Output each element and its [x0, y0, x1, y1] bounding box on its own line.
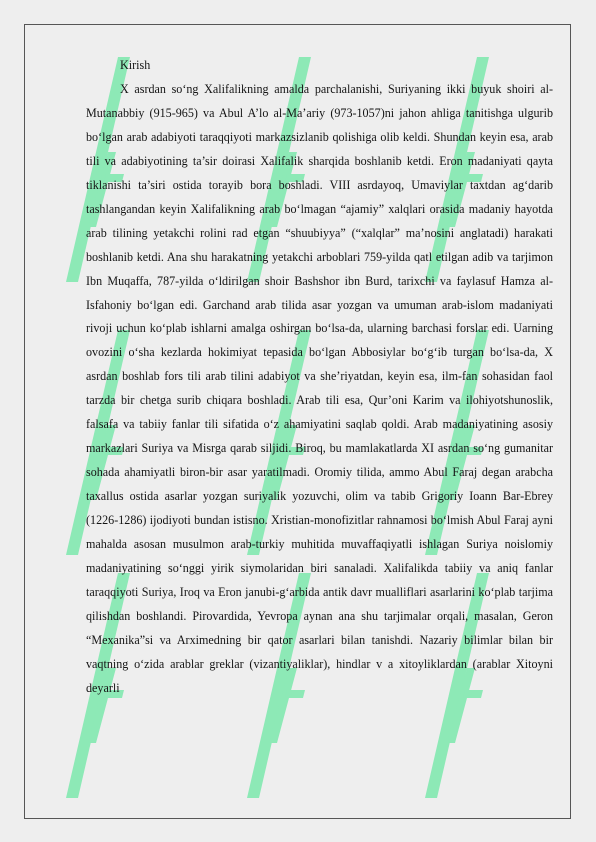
- section-heading: Kirish: [120, 58, 151, 72]
- body-paragraph: X asrdan so‘ng Xalifalikning amalda parchalanishi, Suriyaning ikki buyuk shoiri al-Mutanabbiy (915-965) va Abul A’lo al-Ma’ariy (973-1057)ni jahon ahliga tanitishga ulgurib bo‘lgan arab adabiyoti taraqqiyoti markazsizlanib qolishiga olib keldi. Shundan keyin esa, arab tili va adabiyotining ta’sir doirasi Xalifalik sharqida boshlanib ketdi. Eron madaniyati qayta tiklanishi ta’siri ostida torayib bora boshladi. VIII asrdayoq, Umaviylar taxtdan ag‘darib tashlangandan keyin Xalifalikning arab bo‘lmagan “ajamiy” xalqlari orasida madaniy hayotda arab tilining yetakchi rolini rad etgan “shuubiyya” (“xalqlar” ma’nosini anglatadi) harakati boshlanib ketdi. Ana shu harakatning yetakchi arboblari 759-yilda qatl etilgan adib va tarjimon Ibn Muqaffa, 787-yilda o‘ldirilgan shoir Bashshor ibn Burd, tarixchi va faylasuf Hamza al-Isfahoniy bo‘lgan edi. Garchand arab tilida asar yozgan va umuman arab-islom madaniyati rivoji uchun ko‘plab ishlarni amalga oshirgan bo‘lsa-da, ularning barchasi forslar edi. Uarning ovozini o‘sha kezlarda hokimiyat tepasida bo‘lgan Abbosiylar bo‘g‘ib turgan bo‘lsa-da, X asrdan boshlab fors tili arab tilini adabiyot va she’riyatdan, keyin esa, ilm-fan sohasidan faol tarzda bir chetga surib chiqara boshladi. Arab tili esa, Qur’oni Karim va ilohiyotshunoslik, falsafa va tabiiy fanlar tili sifatida o‘z ahamiyatini saqlab qoldi. Arab madaniyatining asosiy markazlari Suriya va Misrga qarab siljidi. Biroq, bu mamlakatlarda XI asrdan so‘ng gumanitar sohada ahamiyatli biron-bir asar yaratilmadi. Oromiy tilida, ammo Abul Faraj degan arabcha taxallus ostida asarlar yozgan suriyalik yozuvchi, olim va tabib Grigoriy Ioann Bar-Ebrey (1226-1286) ijodiyoti bundan istisno. Xristian-monofizitlar rahnamosi bo‘lmish Abul Faraj ayni mahalda asosan musulmon arab-turkiy muhitida muvaffaqiyatli ishlagan Suriya noislomiy madaniyatining so‘nggi yirik siymolaridan biri sanaladi. Xalifalikda tabiiy va aniq fanlar taraqqiyoti Suriya, Iroq va Eron janubi-g‘arbida antik davr mualliflari asarlarini ko‘plab tarjima qilishdan boshlandi. Pirovardida, Yevropa aynan ana shu tarjimalar orqali, masalan, Geron “Mexanika”si va Arximedning bir qator asarlari bilan tanishdi. Nazariy bilimlar bilan bir vaqtning o‘zida arablar greklar (vizantiyaliklar), hindlar v a xitoyliklardan (arablar Xitoyni deyarli: [86, 81, 553, 695]
- document-text: [86, 54, 553, 701]
